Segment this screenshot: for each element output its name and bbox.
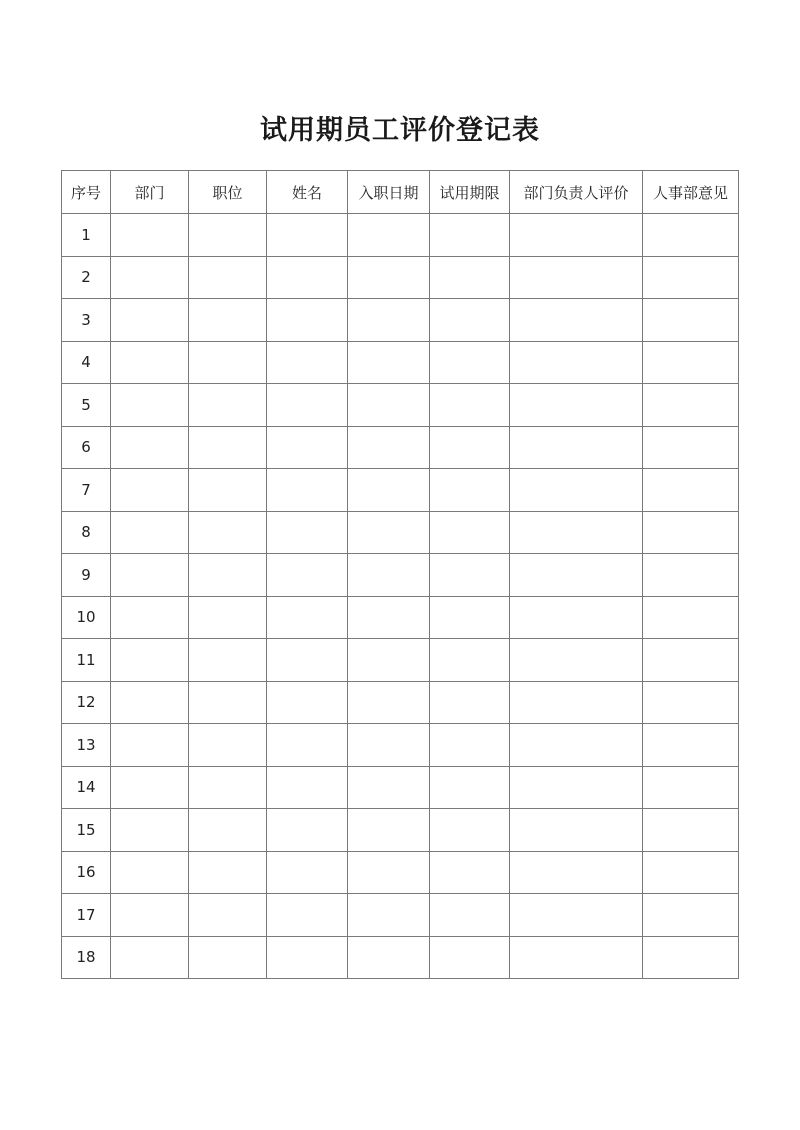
hire-date-cell[interactable] [348,469,430,512]
serial-number-cell: 17 [62,894,111,937]
hr-opinion-cell[interactable] [643,214,739,257]
manager-evaluation-cell[interactable] [510,724,643,767]
serial-number-cell: 8 [62,511,111,554]
probation-period-cell[interactable] [430,639,510,682]
hr-opinion-cell[interactable] [643,639,739,682]
hr-opinion-cell[interactable] [643,469,739,512]
hr-opinion-cell[interactable] [643,766,739,809]
department-cell[interactable] [111,256,189,299]
hire-date-cell[interactable] [348,724,430,767]
probation-period-cell[interactable] [430,766,510,809]
department-cell[interactable] [111,894,189,937]
table-row [62,341,739,384]
probation-period-cell[interactable] [430,341,510,384]
serial-number-cell: 10 [62,596,111,639]
department-cell[interactable] [111,936,189,979]
position-cell[interactable] [189,894,267,937]
serial-number-cell: 6 [62,426,111,469]
probation-period-cell[interactable] [430,936,510,979]
table-row [62,384,739,427]
hire-date-cell[interactable] [348,384,430,427]
manager-evaluation-cell[interactable] [510,554,643,597]
name-cell[interactable] [267,596,348,639]
manager-evaluation-cell[interactable] [510,469,643,512]
serial-number-cell: 14 [62,766,111,809]
manager-evaluation-cell[interactable] [510,894,643,937]
probation-period-cell[interactable] [430,426,510,469]
position-cell[interactable] [189,724,267,767]
probation-period-cell[interactable] [430,299,510,342]
position-cell[interactable] [189,384,267,427]
name-cell[interactable] [267,894,348,937]
manager-evaluation-cell[interactable] [510,766,643,809]
position-cell[interactable] [189,596,267,639]
header-hire-date: 入职日期 [348,171,430,214]
hr-opinion-cell[interactable] [643,681,739,724]
manager-evaluation-cell[interactable] [510,299,643,342]
table-body [62,214,739,979]
hire-date-cell[interactable] [348,894,430,937]
table-row [62,851,739,894]
manager-evaluation-cell[interactable] [510,851,643,894]
header-probation-period: 试用期限 [430,171,510,214]
page-title: 试用期员工评价登记表 [260,115,540,146]
probation-period-cell[interactable] [430,554,510,597]
serial-number-cell: 18 [62,936,111,979]
hire-date-cell[interactable] [348,299,430,342]
header-serial-number: 序号 [62,171,111,214]
hr-opinion-cell[interactable] [643,554,739,597]
serial-number-cell: 12 [62,681,111,724]
position-cell[interactable] [189,639,267,682]
hr-opinion-cell[interactable] [643,384,739,427]
table-row [62,511,739,554]
hire-date-cell[interactable] [348,681,430,724]
position-cell[interactable] [189,299,267,342]
probation-period-cell[interactable] [430,809,510,852]
position-cell[interactable] [189,426,267,469]
hr-opinion-cell[interactable] [643,299,739,342]
serial-number-cell: 7 [62,469,111,512]
table-row [62,596,739,639]
hr-opinion-cell[interactable] [643,851,739,894]
department-cell[interactable] [111,554,189,597]
table-row [62,639,739,682]
name-cell[interactable] [267,766,348,809]
serial-number-cell: 16 [62,851,111,894]
probation-period-cell[interactable] [430,894,510,937]
position-cell[interactable] [189,256,267,299]
department-cell[interactable] [111,766,189,809]
probation-period-cell[interactable] [430,724,510,767]
hr-opinion-cell[interactable] [643,511,739,554]
position-cell[interactable] [189,554,267,597]
hire-date-cell[interactable] [348,511,430,554]
table-row [62,681,739,724]
probation-period-cell[interactable] [430,596,510,639]
table-row [62,256,739,299]
position-cell[interactable] [189,936,267,979]
serial-number-cell: 1 [62,214,111,257]
name-cell[interactable] [267,299,348,342]
table-row [62,809,739,852]
hire-date-cell[interactable] [348,851,430,894]
table-row [62,936,739,979]
probation-period-cell[interactable] [430,469,510,512]
manager-evaluation-cell[interactable] [510,384,643,427]
hr-opinion-cell[interactable] [643,341,739,384]
position-cell[interactable] [189,511,267,554]
name-cell[interactable] [267,724,348,767]
name-cell[interactable] [267,214,348,257]
hr-opinion-cell[interactable] [643,809,739,852]
hire-date-cell[interactable] [348,766,430,809]
header-manager-evaluation: 部门负责人评价 [510,171,643,214]
department-cell[interactable] [111,809,189,852]
department-cell[interactable] [111,681,189,724]
hr-opinion-cell[interactable] [643,724,739,767]
department-cell[interactable] [111,511,189,554]
position-cell[interactable] [189,214,267,257]
name-cell[interactable] [267,639,348,682]
manager-evaluation-cell[interactable] [510,809,643,852]
header-hr-opinion: 人事部意见 [643,171,739,214]
hr-opinion-cell[interactable] [643,426,739,469]
serial-number-cell: 15 [62,809,111,852]
name-cell[interactable] [267,256,348,299]
manager-evaluation-cell[interactable] [510,426,643,469]
hire-date-cell[interactable] [348,341,430,384]
serial-number-cell: 2 [62,256,111,299]
hire-date-cell[interactable] [348,214,430,257]
manager-evaluation-cell[interactable] [510,214,643,257]
department-cell[interactable] [111,341,189,384]
table-row [62,554,739,597]
department-cell[interactable] [111,639,189,682]
department-cell[interactable] [111,469,189,512]
position-cell[interactable] [189,469,267,512]
table-row [62,766,739,809]
position-cell[interactable] [189,341,267,384]
hr-opinion-cell[interactable] [643,936,739,979]
serial-number-cell: 3 [62,299,111,342]
hire-date-cell[interactable] [348,809,430,852]
department-cell[interactable] [111,851,189,894]
department-cell[interactable] [111,214,189,257]
hire-date-cell[interactable] [348,639,430,682]
header-position: 职位 [189,171,267,214]
position-cell[interactable] [189,681,267,724]
position-cell[interactable] [189,851,267,894]
name-cell[interactable] [267,511,348,554]
hire-date-cell[interactable] [348,426,430,469]
position-cell[interactable] [189,809,267,852]
name-cell[interactable] [267,426,348,469]
serial-number-cell: 9 [62,554,111,597]
probation-period-cell[interactable] [430,384,510,427]
table-row [62,469,739,512]
manager-evaluation-cell[interactable] [510,936,643,979]
hire-date-cell[interactable] [348,554,430,597]
name-cell[interactable] [267,384,348,427]
header-name: 姓名 [267,171,348,214]
department-cell[interactable] [111,384,189,427]
department-cell[interactable] [111,596,189,639]
hire-date-cell[interactable] [348,936,430,979]
serial-number-cell: 4 [62,341,111,384]
serial-number-cell: 5 [62,384,111,427]
probation-period-cell[interactable] [430,681,510,724]
manager-evaluation-cell[interactable] [510,681,643,724]
manager-evaluation-cell[interactable] [510,639,643,682]
probation-period-cell[interactable] [430,256,510,299]
manager-evaluation-cell[interactable] [510,511,643,554]
table-row [62,299,739,342]
hr-opinion-cell[interactable] [643,894,739,937]
name-cell[interactable] [267,469,348,512]
name-cell[interactable] [267,681,348,724]
name-cell[interactable] [267,936,348,979]
hire-date-cell[interactable] [348,596,430,639]
serial-number-cell: 13 [62,724,111,767]
probation-period-cell[interactable] [430,214,510,257]
hr-opinion-cell[interactable] [643,256,739,299]
manager-evaluation-cell[interactable] [510,341,643,384]
department-cell[interactable] [111,426,189,469]
table-row [62,214,739,257]
name-cell[interactable] [267,554,348,597]
department-cell[interactable] [111,724,189,767]
department-cell[interactable] [111,299,189,342]
hire-date-cell[interactable] [348,256,430,299]
position-cell[interactable] [189,766,267,809]
table-header-row [62,171,739,214]
probation-period-cell[interactable] [430,511,510,554]
manager-evaluation-cell[interactable] [510,596,643,639]
probation-period-cell[interactable] [430,851,510,894]
hr-opinion-cell[interactable] [643,596,739,639]
serial-number-cell: 11 [62,639,111,682]
name-cell[interactable] [267,341,348,384]
name-cell[interactable] [267,809,348,852]
evaluation-register-table [61,170,739,979]
header-department: 部门 [111,171,189,214]
name-cell[interactable] [267,851,348,894]
manager-evaluation-cell[interactable] [510,256,643,299]
table-row [62,426,739,469]
table-row [62,894,739,937]
table-row [62,724,739,767]
